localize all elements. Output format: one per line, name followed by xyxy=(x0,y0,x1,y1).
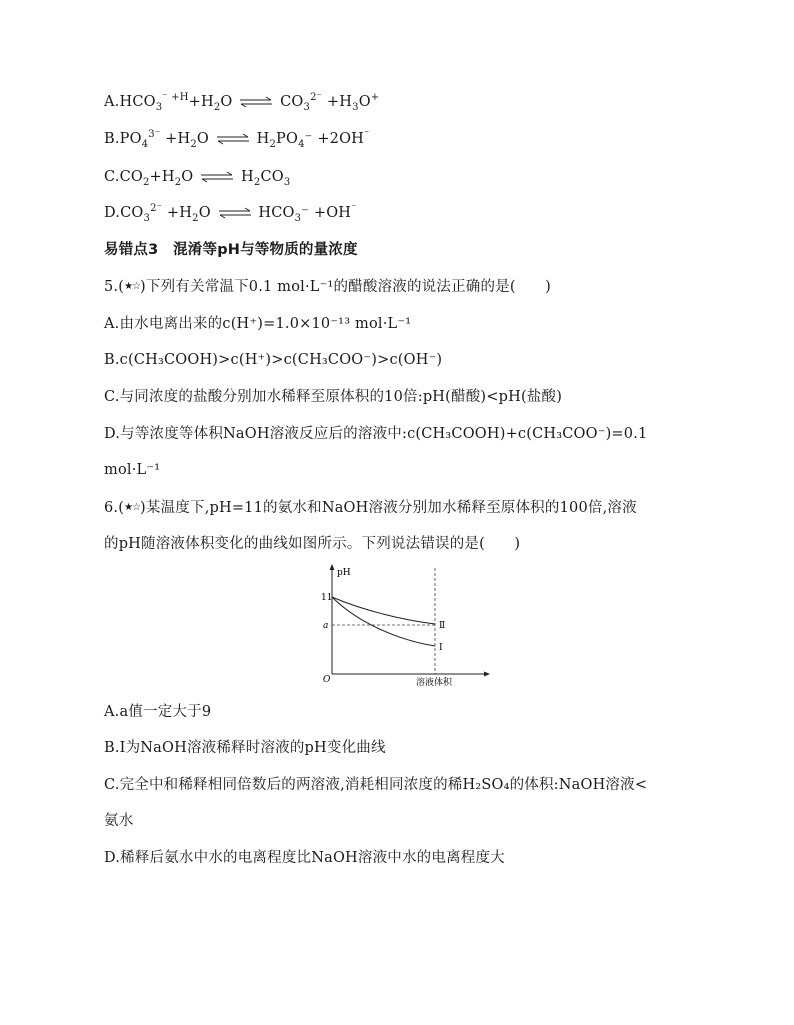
section-heading: 易错点3 混淆等pH与等物质的量浓度 xyxy=(104,242,358,258)
question-6-stem-cont: 的pH随溶液体积变化的曲线如图所示。下列说法错误的是( ) xyxy=(104,536,521,552)
question-5-option-b: B.c(CH₃COOH)>c(H⁺)>c(CH₃COO⁻)>c(OH⁻) xyxy=(104,352,443,368)
x-axis-arrow-icon xyxy=(484,672,490,677)
question-5-option-a: A.由水电离出来的c(H⁺)=1.0×10⁻¹³ mol·L⁻¹ xyxy=(104,316,412,332)
option-4a: $A.HCO_3^{^- +H}+H_2O$ $CO_3^{2^-} +H_3O^+$ xyxy=(104,92,380,113)
equilibrium-arrow-icon xyxy=(200,171,234,183)
equilibrium-arrow-icon xyxy=(216,133,250,145)
question-6-option-c: C.完全中和稀释相同倍数后的两溶液,消耗相同浓度的稀H₂SO₄的体积:NaOH溶液< xyxy=(104,777,648,793)
equilibrium-arrow-icon xyxy=(239,96,273,108)
difficulty-star-icon: ★☆ xyxy=(124,502,141,513)
option-4c: $C.CO_2+H_2O$ $H_2CO_3$ xyxy=(104,169,291,188)
question-5-option-d-cont: mol·L⁻¹ xyxy=(104,462,161,478)
question-6-option-b: B.Ⅰ为NaOH溶液稀释时溶液的pH变化曲线 xyxy=(104,740,386,756)
ph-dilution-chart xyxy=(312,562,492,690)
equilibrium-arrow-icon xyxy=(218,207,252,219)
origin-label: O xyxy=(323,675,331,685)
question-5-option-c: C.与同浓度的盐酸分别加水稀释至原体积的10倍:pH(醋酸)<pH(盐酸) xyxy=(104,389,563,405)
question-6-option-a: A.a值一定大于9 xyxy=(104,704,212,720)
question-6-option-c-cont: 氨水 xyxy=(104,813,134,829)
option-4b: $B.PO_4^{3^-} +H_2O$ $H_2PO_4^- +2OH^{^-}$ xyxy=(104,129,370,150)
curve-i-label: Ⅰ xyxy=(439,643,443,653)
question-6-stem: 6.(★☆)某温度下,pH=11的氨水和NaOH溶液分别加水稀释至原体积的100倍,溶液 xyxy=(104,500,637,516)
difficulty-star-icon: ★☆ xyxy=(124,281,141,292)
question-6-option-d: D.稀释后氨水中水的电离程度比NaOH溶液中水的电离程度大 xyxy=(104,850,505,866)
y-axis-label: pH xyxy=(337,568,351,578)
question-5-stem: 5.(★☆)下列有关常温下0.1 mol·L⁻¹的醋酸溶液的说法正确的是( ) xyxy=(104,279,551,295)
y-axis-arrow-icon xyxy=(330,564,335,570)
curve-ii-label: Ⅱ xyxy=(439,621,446,631)
x-axis-label: 溶液体积 xyxy=(416,678,453,688)
y-tick-label-11: 11 xyxy=(321,593,333,603)
question-5-option-d: D.与等浓度等体积NaOH溶液反应后的溶液中:c(CH₃COOH)+c(CH₃COO⁻)=0.1 xyxy=(104,426,648,442)
y-tick-label-a: a xyxy=(323,621,329,631)
option-4d: $D.CO_3^{2^-} +H_2O$ $HCO_3^- +OH^{^-}$ xyxy=(104,203,357,224)
